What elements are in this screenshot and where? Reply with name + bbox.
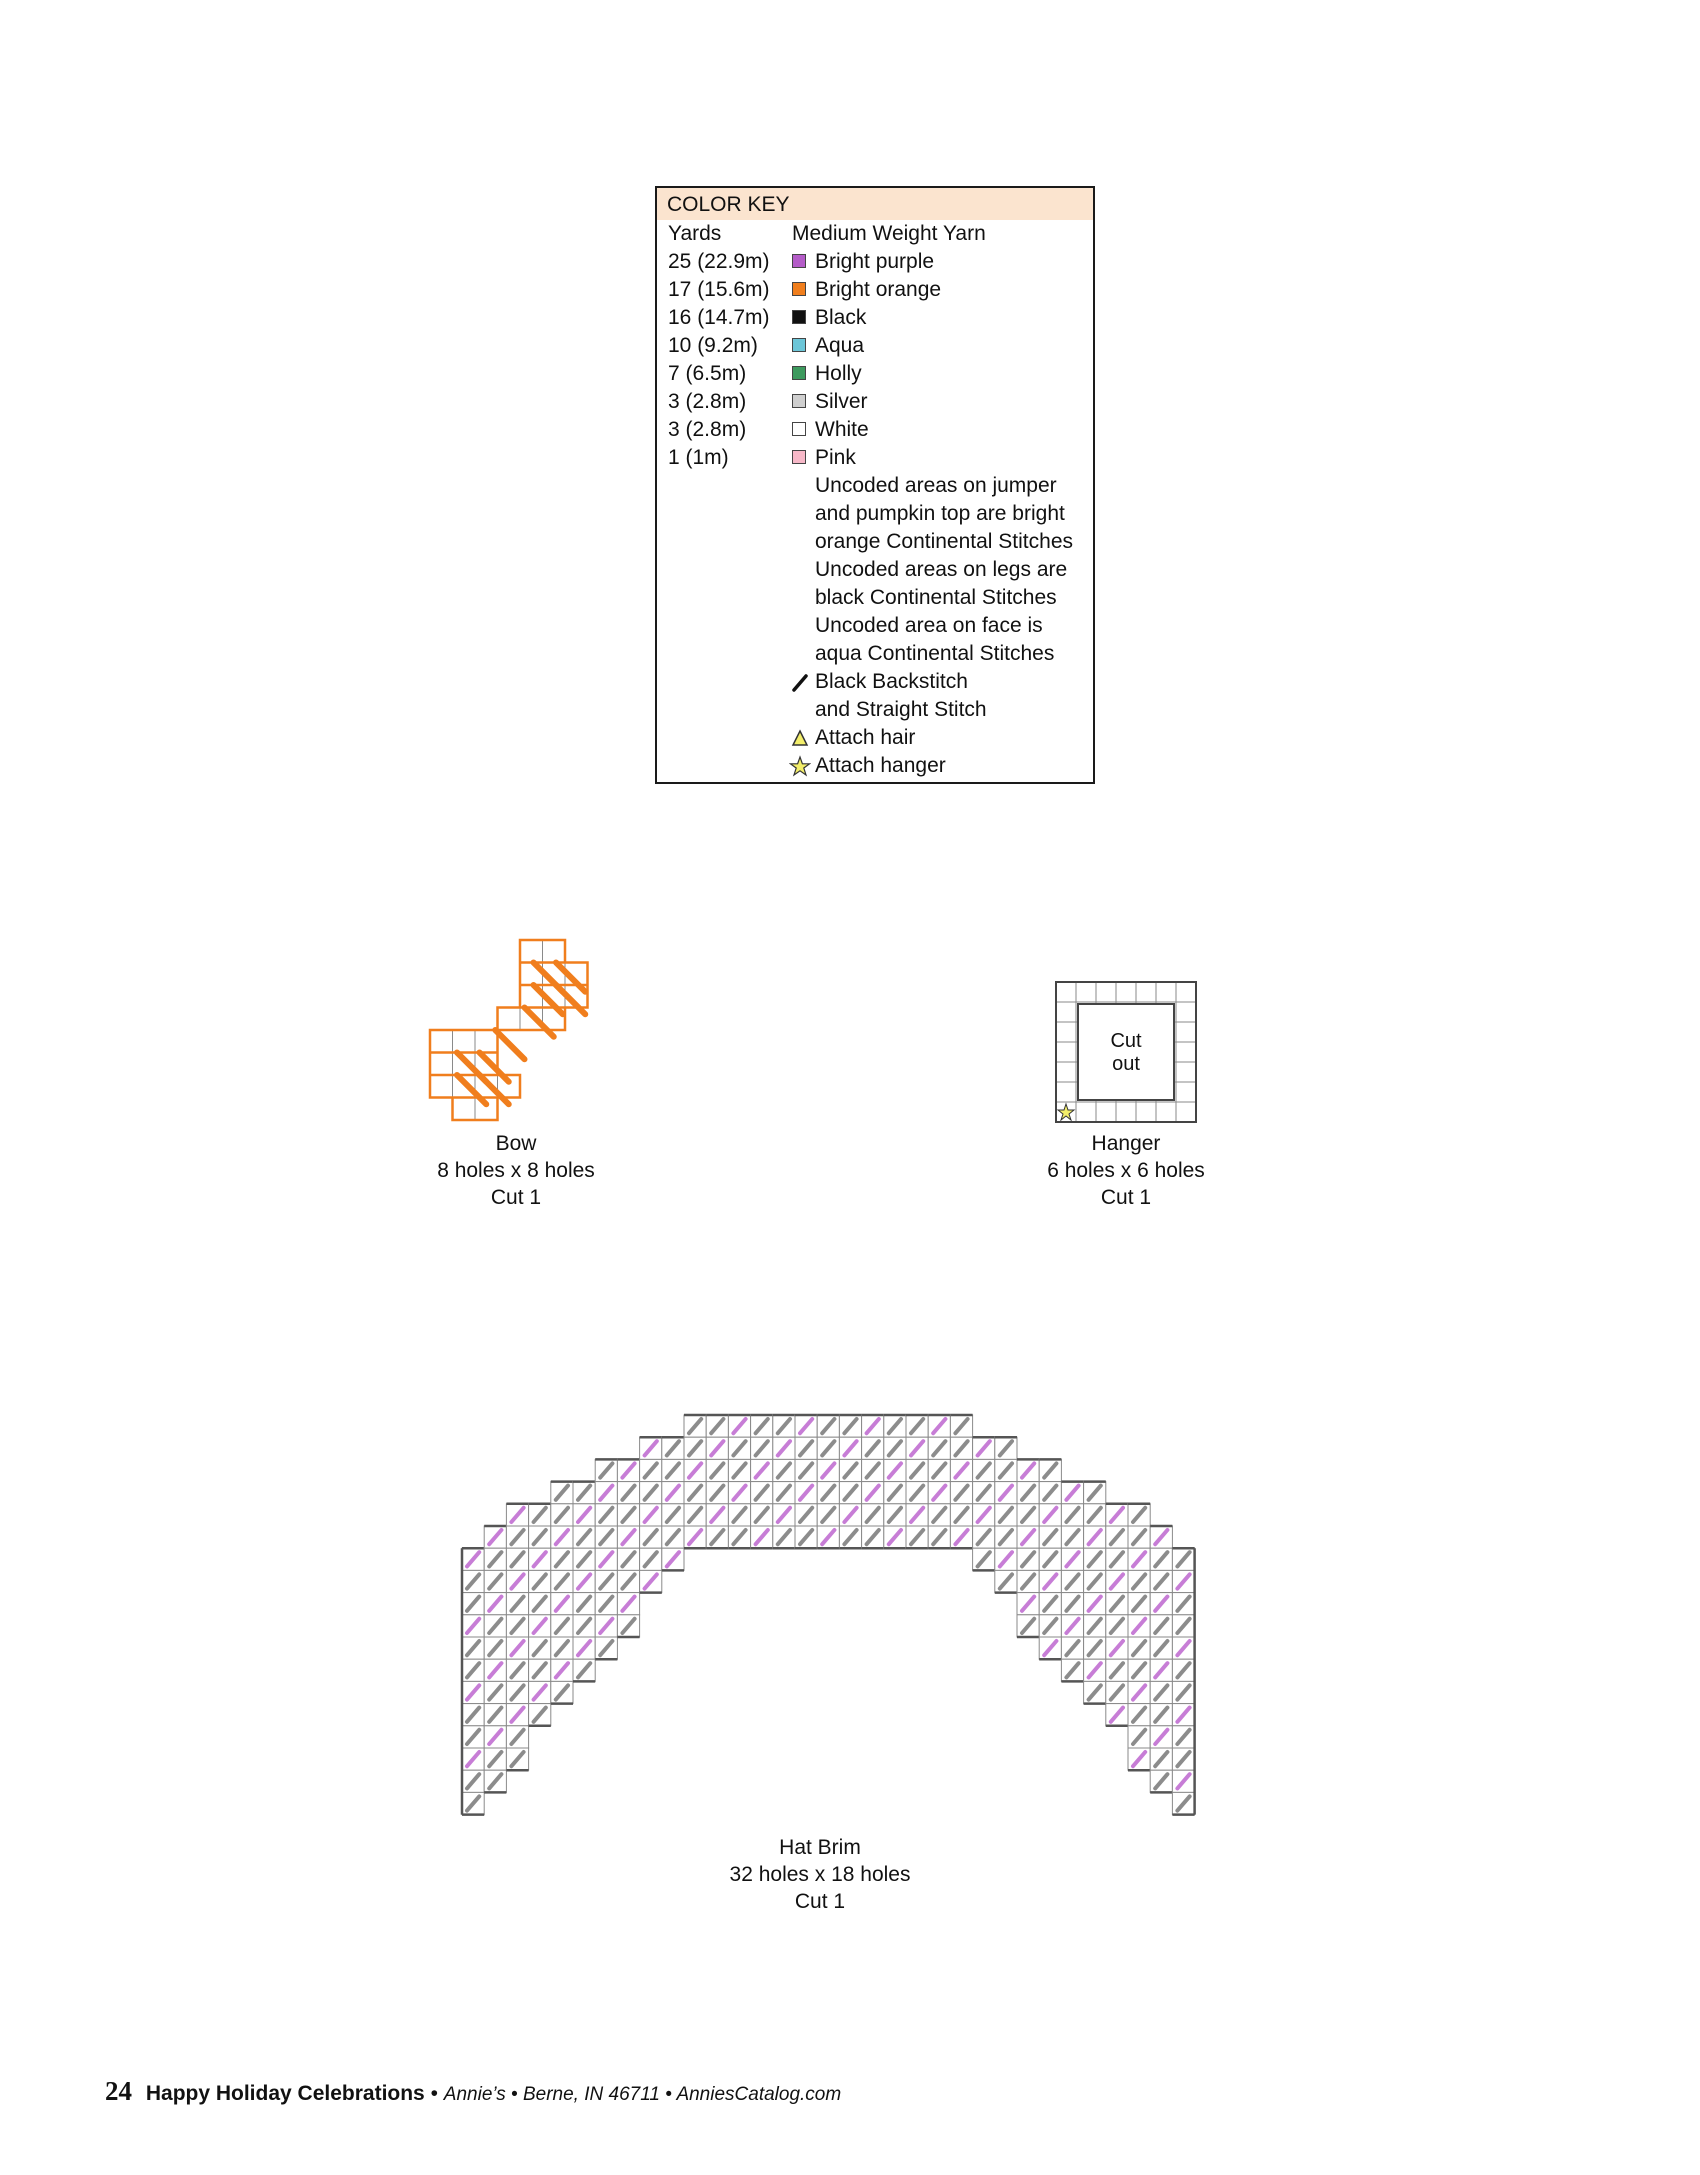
- footer-bullet: •: [430, 2082, 438, 2105]
- page-footer: [105, 2076, 841, 2107]
- yarn-yards: 17 (15.6m): [668, 278, 770, 301]
- swatch-icon: [792, 338, 806, 352]
- swatch-icon: [792, 450, 806, 464]
- note-line: [657, 472, 1093, 500]
- grid-cell: [430, 1075, 453, 1098]
- note-line: [657, 612, 1093, 640]
- yarn-name: Silver: [815, 390, 868, 413]
- color-key-header: [657, 220, 1093, 248]
- hanger-title: Hanger: [1091, 1132, 1161, 1155]
- yarn-name: Bright orange: [815, 278, 942, 301]
- yarn-yards: 3 (2.8m): [668, 418, 747, 441]
- yarn-row: [657, 388, 1093, 416]
- yards-header: Yards: [668, 222, 722, 245]
- grid-cell: [430, 1053, 453, 1076]
- backstitch-row: [657, 668, 1093, 696]
- color-key: [655, 186, 1095, 784]
- grid-cell: [498, 1008, 521, 1031]
- yarn-yards: 25 (22.9m): [668, 250, 770, 273]
- page-number: 24: [105, 2076, 132, 2106]
- hat-brim-title: Hat Brim: [779, 1836, 861, 1859]
- grid-cell: [453, 1098, 476, 1121]
- yarn-yards: 16 (14.7m): [668, 306, 770, 329]
- cutout-area: [1078, 1004, 1174, 1100]
- yarn-name: Aqua: [815, 334, 865, 357]
- note-line: [657, 696, 1093, 724]
- cut-out-label-1: Cut: [1110, 1030, 1142, 1052]
- hanger-cut: Cut 1: [1100, 1186, 1152, 1209]
- triangle-icon: [789, 726, 811, 750]
- grid-cell: [430, 1030, 453, 1053]
- hanger-row: [657, 752, 1093, 780]
- bow-title: Bow: [495, 1132, 537, 1155]
- note-text: aqua Continental Stitches: [815, 642, 1055, 665]
- swatch-icon: [792, 282, 806, 296]
- bow-caption: [400, 1130, 632, 1211]
- grid-cell: [453, 1030, 476, 1053]
- orange-stitch: [495, 1030, 524, 1059]
- yarn-row: [657, 248, 1093, 276]
- note-text: black Continental Stitches: [815, 586, 1057, 609]
- hat-brim-caption: [700, 1834, 940, 1915]
- yarn-name: Black: [815, 306, 867, 329]
- note-text: Uncoded area on face is: [815, 614, 1043, 637]
- color-key-title: COLOR KEY: [657, 188, 1093, 220]
- note-line: [657, 500, 1093, 528]
- hat-brim-chart: [462, 1415, 1182, 1825]
- hair-row: [657, 724, 1093, 752]
- grid-cell: [543, 940, 566, 963]
- yarn-name: White: [815, 418, 869, 441]
- hanger-caption: [1010, 1130, 1242, 1211]
- note-line: [657, 528, 1093, 556]
- yarn-name: Pink: [815, 446, 856, 469]
- book-title: Happy Holiday Celebrations: [145, 2082, 425, 2105]
- hair-label: Attach hair: [815, 726, 916, 749]
- grid-cell: [475, 1030, 498, 1053]
- backstitch-icon: [789, 670, 811, 694]
- note-line: [657, 584, 1093, 612]
- star-icon: [1058, 1104, 1074, 1120]
- yarn-row: [657, 416, 1093, 444]
- note-text: Uncoded areas on jumper: [815, 474, 1057, 497]
- swatch-icon: [792, 422, 806, 436]
- bow-cut: Cut 1: [490, 1186, 542, 1209]
- star-icon: [789, 754, 811, 778]
- note-line: [657, 640, 1093, 668]
- yarn-row: [657, 360, 1093, 388]
- swatch-icon: [792, 366, 806, 380]
- note-line: [657, 556, 1093, 584]
- swatch-icon: [792, 254, 806, 268]
- yarn-yards: 3 (2.8m): [668, 390, 747, 413]
- note-text: orange Continental Stitches: [815, 530, 1073, 553]
- yarn-yards: 1 (1m): [668, 446, 729, 469]
- yarn-row: [657, 304, 1093, 332]
- backstitch-label-2: and Straight Stitch: [815, 698, 987, 721]
- hat-brim-size: 32 holes x 18 holes: [729, 1863, 911, 1886]
- yarn-yards: 7 (6.5m): [668, 362, 747, 385]
- cut-out-label-2: out: [1112, 1053, 1140, 1075]
- yarn-name: Holly: [815, 362, 862, 385]
- backstitch-label: Black Backstitch: [815, 670, 968, 693]
- hat-brim-cut: Cut 1: [794, 1890, 846, 1913]
- yarn-name: Bright purple: [815, 250, 935, 273]
- note-text: Uncoded areas on legs are: [815, 558, 1068, 581]
- yarn-row: [657, 276, 1093, 304]
- yarn-row: [657, 444, 1093, 472]
- swatch-icon: [792, 310, 806, 324]
- yarn-header: Medium Weight Yarn: [792, 222, 986, 245]
- hanger-label: Attach hanger: [815, 754, 946, 777]
- grid-cell: [520, 940, 543, 963]
- swatch-icon: [792, 394, 806, 408]
- note-text: and pumpkin top are bright: [815, 502, 1065, 525]
- hanger-size: 6 holes x 6 holes: [1047, 1159, 1205, 1182]
- bow-size: 8 holes x 8 holes: [437, 1159, 595, 1182]
- yarn-row: [657, 332, 1093, 360]
- bow-chart: [420, 930, 620, 1130]
- publisher-info: Annie’s • Berne, IN 46711 • AnniesCatalog.com: [443, 2084, 842, 2105]
- hanger-chart: [1056, 982, 1196, 1122]
- yarn-yards: 10 (9.2m): [668, 334, 758, 357]
